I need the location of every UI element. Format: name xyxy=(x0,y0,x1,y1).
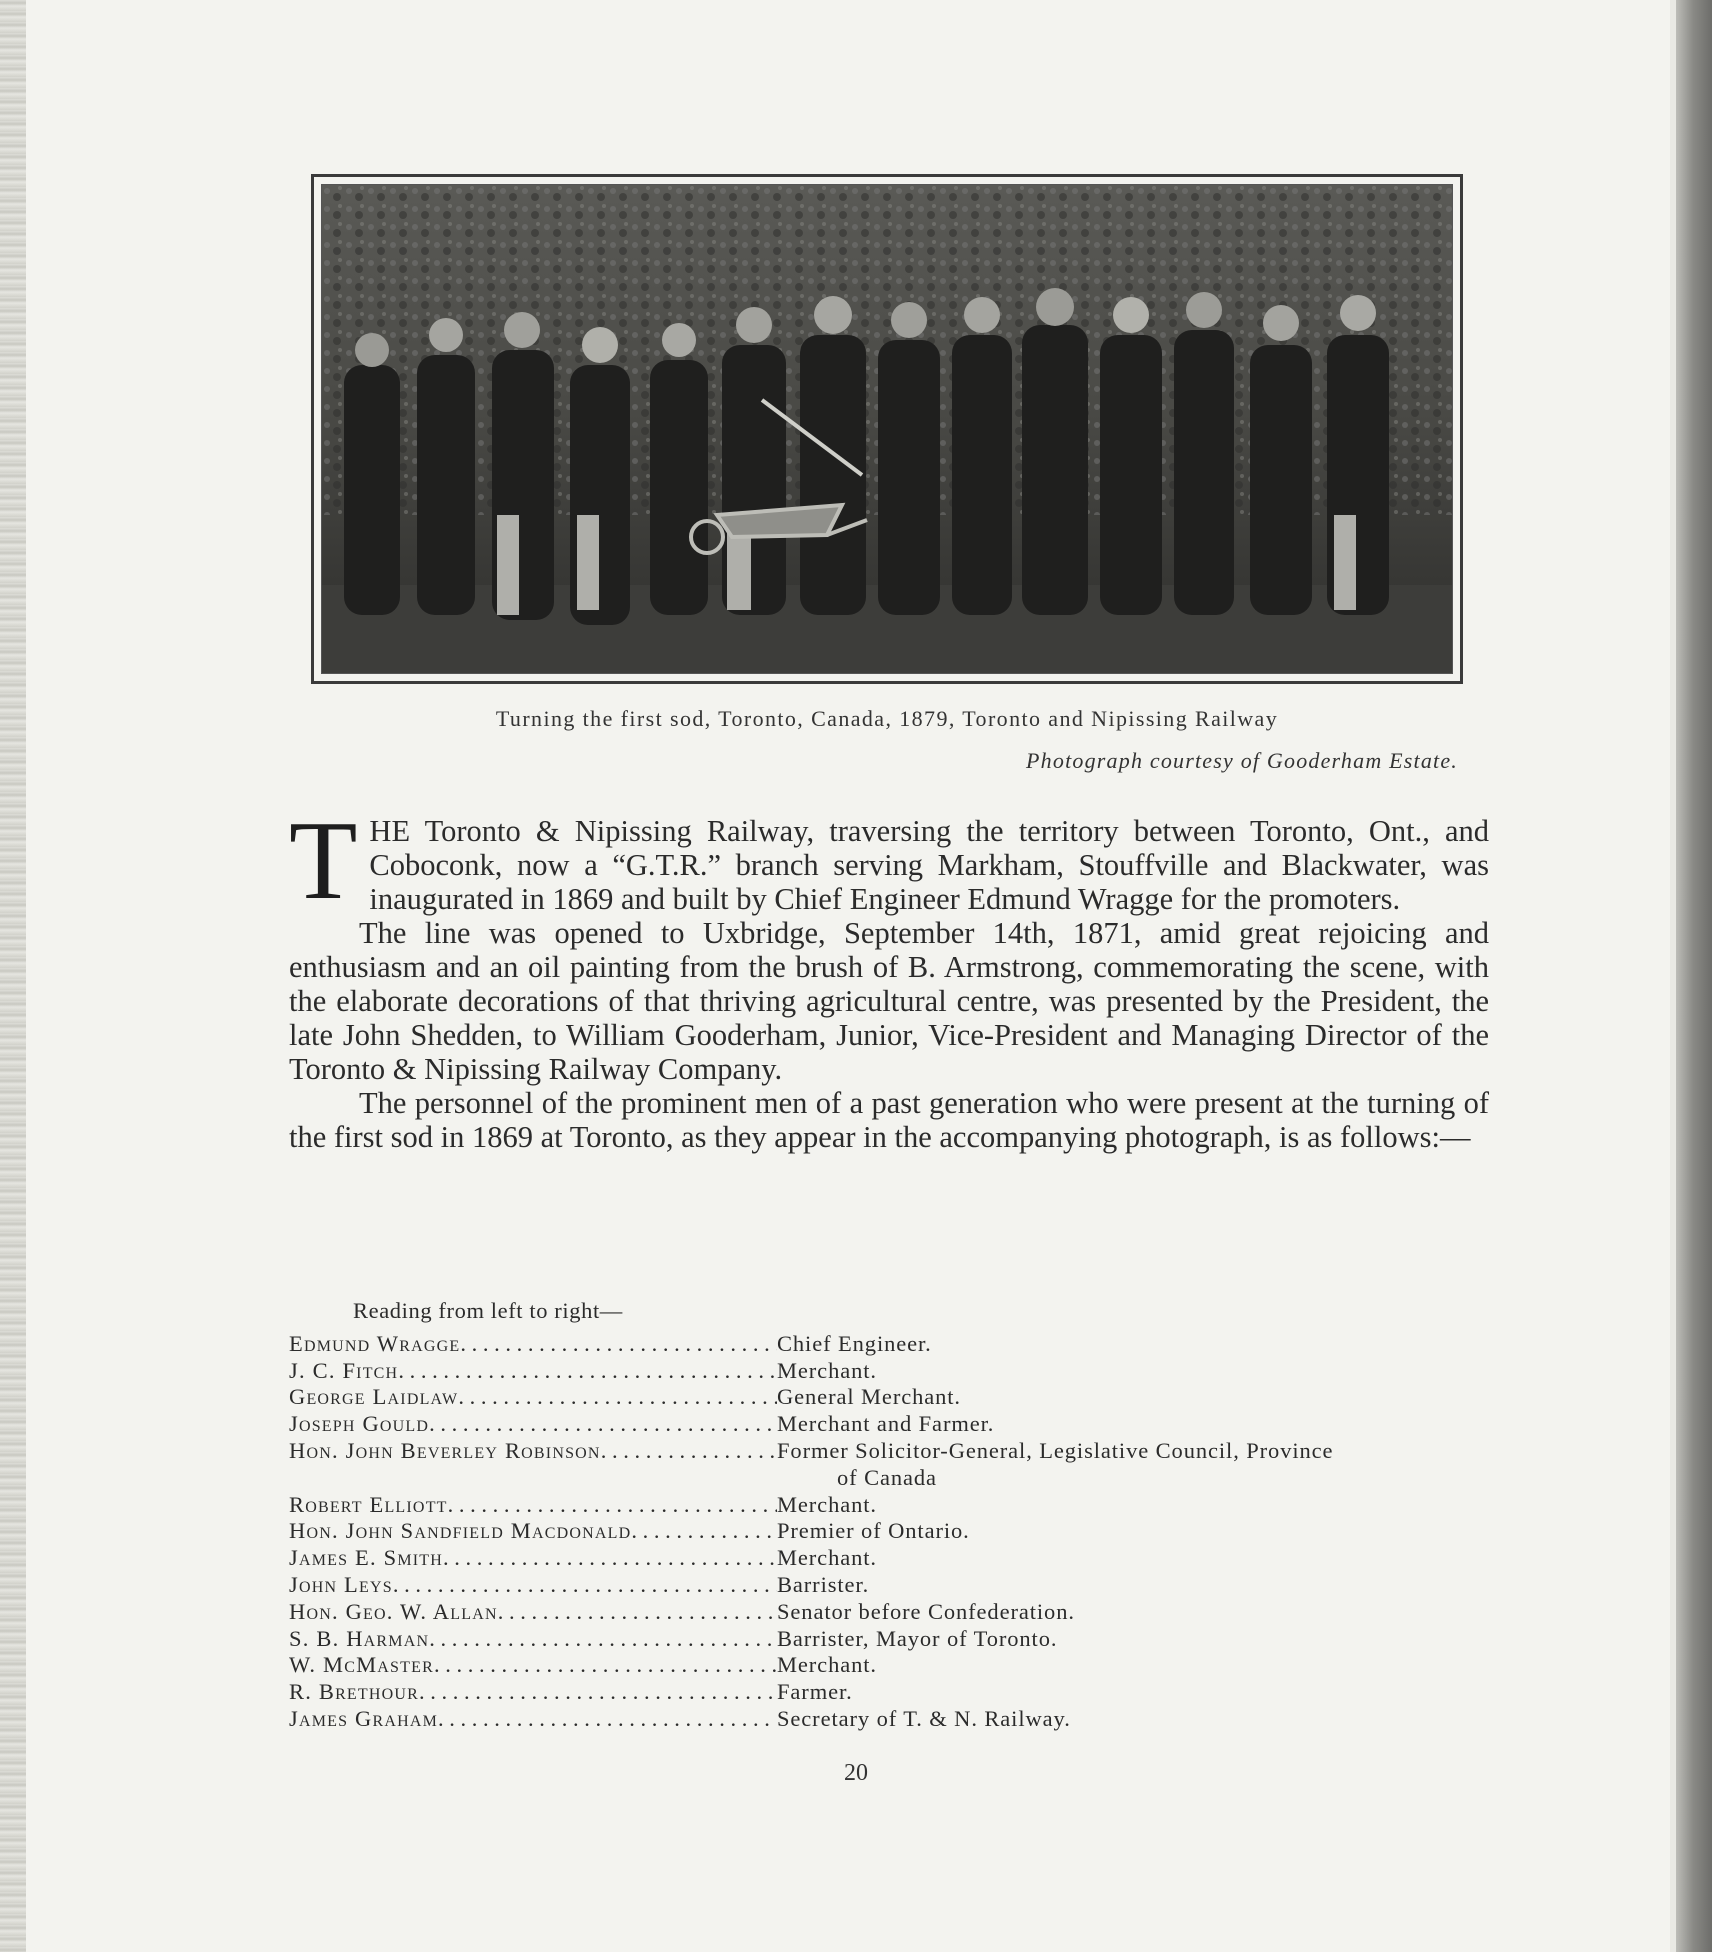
list-intro: Reading from left to right— xyxy=(353,1298,623,1323)
historic-photograph xyxy=(321,184,1453,674)
photo-caption: Turning the first sod, Toronto, Canada, 1879, Toronto and Nipissing Railway xyxy=(495,706,1279,731)
person-role: Merchant. xyxy=(777,1357,877,1383)
photo-credit: Photograph courtesy of Gooderham Estate. xyxy=(1026,748,1458,773)
list-item xyxy=(289,1358,1509,1385)
person-role: Barrister, Mayor of Toronto. xyxy=(777,1625,1058,1651)
person-name: Hon. Geo. W. Allan . . . xyxy=(289,1599,777,1626)
person-role: Secretary of T. & N. Railway. xyxy=(777,1705,1071,1731)
paragraph-2: The line was opened to Uxbridge, September 14th, 1871, amid great rejoicing and enthusiasm and an oil painting from the brush of B. Armstrong, commemorating the scene, with the elaborate decorations of that thriving agricultural centre, was presented by the President, the late John Shedden, to William Gooderham, Junior, Vice-President and Managing Director of the Toronto & Nipissing Railway Company. xyxy=(289,916,1489,1086)
person-role: Merchant. xyxy=(777,1491,877,1517)
person-name: John Leys . . . xyxy=(289,1572,777,1599)
person-name: James Graham . . . xyxy=(289,1706,777,1733)
person-role: Merchant. xyxy=(777,1545,877,1571)
list-item xyxy=(289,1384,1509,1411)
person-name: W. McMaster . . . xyxy=(289,1652,777,1679)
paragraph-1-text: HE Toronto & Nipissing Railway, traversing the territory between Toronto, Ont., and Coboconk, now a “G.T.R.” branch serving Markham, Stouffville and Blackwater, was inaugurated in 1869 and built by Chief Engineer Edmund Wragge for the promoters. xyxy=(369,814,1489,916)
person-role-continued: of Canada xyxy=(837,1464,937,1490)
person-role: Premier of Ontario. xyxy=(777,1518,970,1544)
list-item xyxy=(289,1599,1509,1626)
person-name: J. C. Fitch . . . xyxy=(289,1358,777,1385)
person-name: R. Brethour . . . xyxy=(289,1679,777,1706)
list-item xyxy=(289,1626,1509,1653)
list-item xyxy=(289,1679,1509,1706)
person-role: Former Solicitor-General, Legislative Council, Province of Canada xyxy=(777,1437,1334,1490)
person-name: Joseph Gould . . . xyxy=(289,1411,777,1438)
person-name: George Laidlaw . . . xyxy=(289,1384,777,1411)
list-item xyxy=(289,1652,1509,1679)
person-role: Merchant. xyxy=(777,1652,877,1678)
article-body xyxy=(289,799,1489,1154)
list-item xyxy=(289,1492,1509,1519)
list-item xyxy=(289,1545,1509,1572)
list-item xyxy=(289,1438,1509,1492)
person-role: Barrister. xyxy=(777,1571,870,1597)
person-role: Farmer. xyxy=(777,1679,853,1705)
list-item xyxy=(289,1411,1509,1438)
person-role: General Merchant. xyxy=(777,1384,961,1410)
paragraph-3: The personnel of the prominent men of a past generation who were present at the turning of the first sod in 1869 at Toronto, as they appear in the accompanying photograph, is as follows:— xyxy=(289,1086,1489,1154)
page-number: 20 xyxy=(844,1760,868,1786)
person-name: Hon. John Sandfield Macdonald . . . xyxy=(289,1518,777,1545)
book-spine-edge xyxy=(1670,0,1712,1952)
paragraph-1 xyxy=(289,799,1489,923)
personnel-list xyxy=(289,1298,1509,1733)
person-name: James E. Smith . . . xyxy=(289,1545,777,1572)
person-role: Senator before Confederation. xyxy=(777,1598,1075,1624)
drop-cap: T xyxy=(289,799,358,923)
person-role: Merchant and Farmer. xyxy=(777,1411,995,1437)
person-name: Hon. John Beverley Robinson . . . xyxy=(289,1438,777,1492)
person-role: Chief Engineer. xyxy=(777,1330,932,1356)
historic-photograph-frame xyxy=(311,174,1463,684)
list-item xyxy=(289,1331,1509,1358)
list-item xyxy=(289,1572,1509,1599)
person-name: Robert Elliott . . . xyxy=(289,1492,777,1519)
person-name: Edmund Wragge . . . xyxy=(289,1331,777,1358)
page-binding-edge xyxy=(0,0,26,1952)
group-photo-image xyxy=(322,185,1452,673)
list-item xyxy=(289,1706,1509,1733)
list-item xyxy=(289,1518,1509,1545)
person-name: S. B. Harman . . . xyxy=(289,1626,777,1653)
